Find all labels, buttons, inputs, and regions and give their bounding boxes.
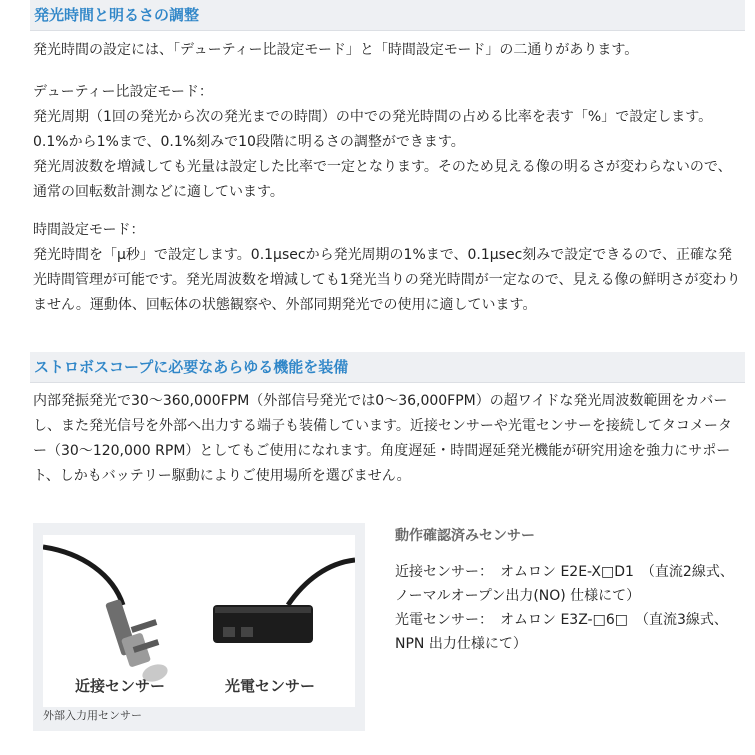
- sensors-text: 近接センサー： オムロン E2E-X□D1 （直流2線式、ノーマルオープン出力(NO) 仕様にて） 光電センサー： オムロン E3Z-□6□ （直流3線式、NPN 出力仕様にて）: [395, 564, 734, 652]
- intro-paragraph: 発光時間の設定には、「デューティー比設定モード」と「時間設定モード」の二通りがあります。: [33, 42, 639, 58]
- section-title-features: ストロボスコープに必要なあらゆる機能を装備: [34, 358, 349, 376]
- sensor-photo-box: [33, 523, 365, 731]
- proximity-sensor-label: 近接センサー: [75, 677, 166, 695]
- time-mode-paragraph: 時間設定モード： 発光時間を「μ秒」で設定します。0.1μsecから発光周期の1%まで、0.1μsec刻みで設定できるので、正確な発光時間管理が可能です。発光周波数を増減しても1発光当りの発光時間が一定なので、見える像の鮮明さが変わりません。運動体、回転体の状態観察や、外部同期発光での使用に適しています。: [33, 222, 741, 313]
- section-header-features: [30, 352, 745, 383]
- features-paragraph: 内部発振発光で30～360,000FPM（外部信号発光では0～36,000FPM）の超ワイドな発光周波数範囲をカバーし、また発光信号を外部へ出力する端子も装備しています。近接センサーや光電センサーを接続してタコメーター（30～120,000 RPM）としてもご使用になれます。角度遅延・時間遅延発光機能が研究用途を強力にサポート、しかもバッテリー駆動によりご使用場所を選びません。: [33, 393, 732, 484]
- section-header-brightness: [30, 0, 745, 31]
- sensor-photo: [43, 535, 355, 707]
- photo-sensor-label: 光電センサー: [225, 677, 316, 695]
- section-title-brightness: 発光時間と明るさの調整: [34, 6, 200, 24]
- proximity-sensor-body: [105, 599, 170, 685]
- sensors-title: 動作確認済みセンサー: [395, 528, 535, 544]
- photo-sensor-body: [213, 605, 313, 643]
- proximity-cable: [43, 547, 123, 605]
- figure-caption: 外部入力用センサー: [43, 709, 142, 722]
- duty-mode-paragraph: デューティー比設定モード： 発光周期（1回の発光から次の発光までの時間）の中での発光時間の占める比率を表す「%」で設定します。0.1%から1%まで、0.1%刻みで10段階に明るさの調整ができます。 発光周波数を増減しても光量は設定した比率で一定となります。そのため見える像の明るさが変わらないので、通常の回転数計測などに適しています。: [33, 84, 732, 200]
- photo-cable: [288, 560, 355, 605]
